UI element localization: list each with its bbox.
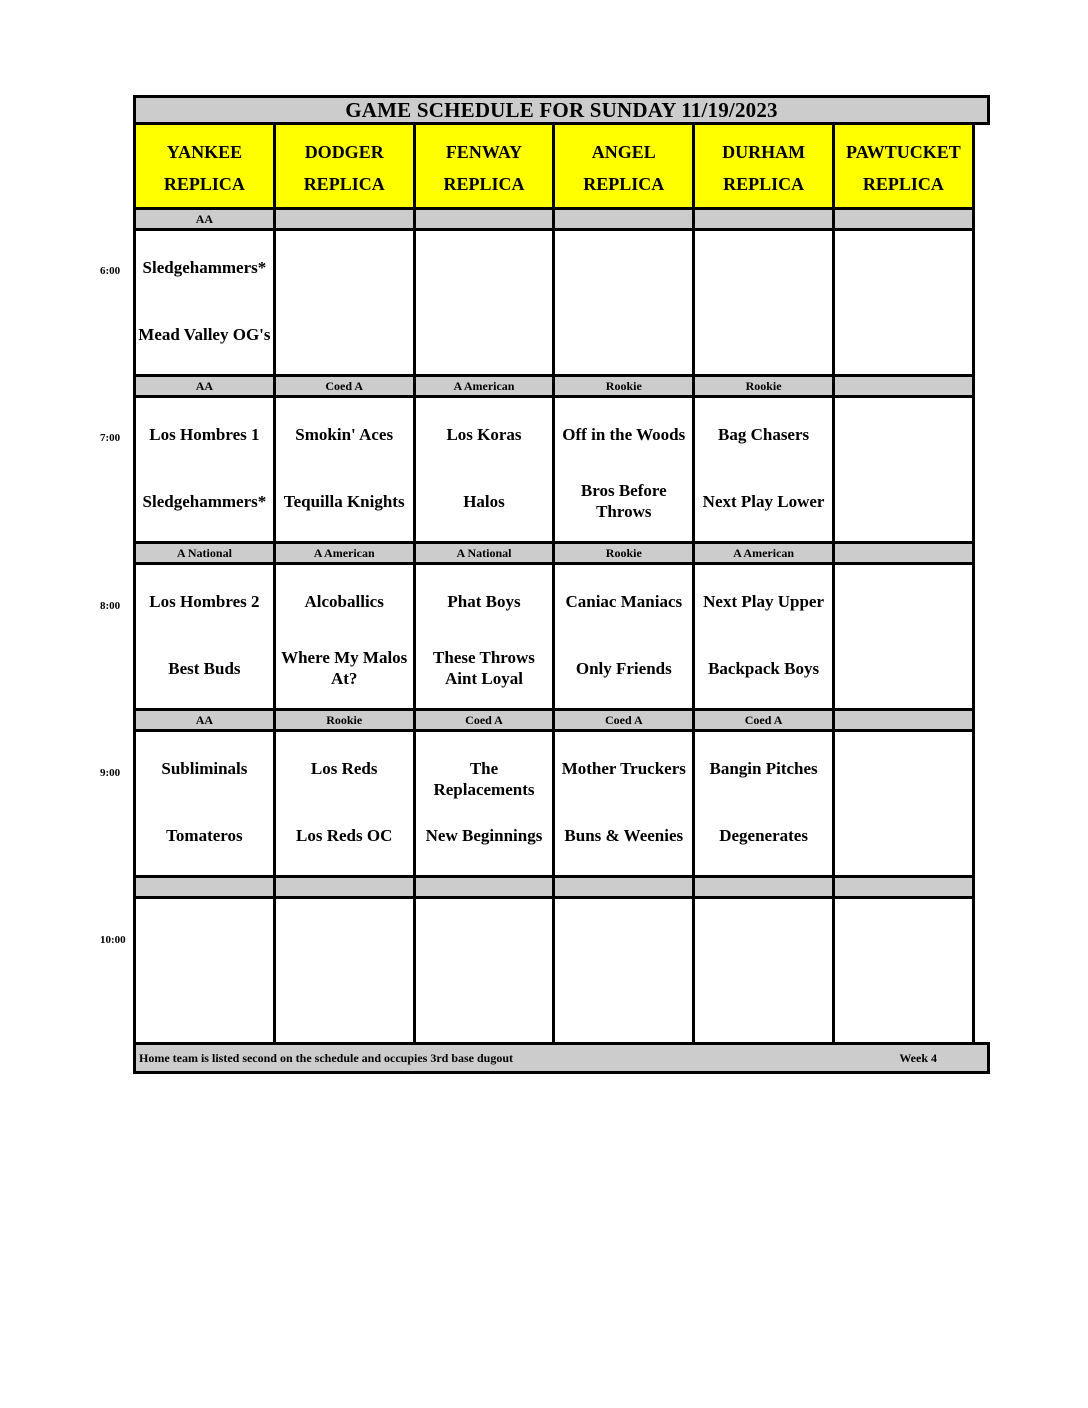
field-sub: REPLICA <box>443 174 525 194</box>
visiting-team: Mother Truckers <box>561 759 686 778</box>
field-name: YANKEE <box>166 142 243 162</box>
field-header-durham <box>692 122 835 210</box>
game-cell <box>133 228 276 377</box>
visiting-team: Bag Chasers <box>718 425 810 444</box>
division-label: AA <box>133 708 276 732</box>
field-name: ANGEL <box>591 142 656 162</box>
game-cell <box>133 729 276 878</box>
visiting-team: The Replacements <box>433 759 535 799</box>
home-team: Bros Before Throws <box>580 481 667 521</box>
game-cell <box>552 228 695 377</box>
game-cell <box>413 896 556 1045</box>
field-header-pawtucket <box>832 122 975 210</box>
visiting-team: Phat Boys <box>447 592 521 611</box>
game-row <box>133 732 990 878</box>
home-team: Tomateros <box>166 826 243 845</box>
division-label: A American <box>413 374 556 398</box>
game-cell <box>133 395 276 544</box>
field-sub: REPLICA <box>583 174 665 194</box>
game-cell <box>832 228 975 377</box>
field-sub: REPLICA <box>163 174 245 194</box>
division-label: A American <box>692 541 835 565</box>
visiting-team: Subliminals <box>161 759 248 778</box>
division-label: Rookie <box>692 374 835 398</box>
game-cell <box>552 896 695 1045</box>
time-slots <box>133 210 990 1045</box>
home-team: Mead Valley OG's <box>138 325 271 344</box>
home-team: Degenerates <box>719 826 808 845</box>
schedule-title: GAME SCHEDULE FOR SUNDAY 11/19/2023 <box>133 95 990 125</box>
division-label: AA <box>133 374 276 398</box>
field-name: DURHAM <box>722 142 806 162</box>
schedule-sheet <box>133 95 990 1074</box>
time-label: 7:00 <box>100 432 121 444</box>
visiting-team: Los Hombres 1 <box>149 425 260 444</box>
game-cell <box>552 729 695 878</box>
game-cell <box>692 562 835 711</box>
game-cell <box>133 562 276 711</box>
game-cell <box>273 228 416 377</box>
game-cell <box>413 395 556 544</box>
division-label: Rookie <box>273 708 416 732</box>
visiting-team: Next Play Upper <box>703 592 825 611</box>
week-label: Week 4 <box>899 1050 937 1065</box>
division-label: Rookie <box>552 374 695 398</box>
division-label: A National <box>413 541 556 565</box>
game-cell <box>413 729 556 878</box>
game-cell <box>273 562 416 711</box>
division-label: Coed A <box>552 708 695 732</box>
home-team: Only Friends <box>575 659 672 678</box>
field-name: PAWTUCKET <box>846 142 961 162</box>
division-label: Coed A <box>273 374 416 398</box>
game-cell <box>692 729 835 878</box>
game-cell <box>273 395 416 544</box>
division-label: Rookie <box>552 541 695 565</box>
home-team: Next Play Lower <box>702 492 825 511</box>
home-team: Los Reds OC <box>296 826 393 845</box>
home-team: Buns & Weenies <box>564 826 684 845</box>
game-row <box>133 565 990 711</box>
game-cell <box>273 896 416 1045</box>
time-label: 8:00 <box>100 600 121 612</box>
game-cell <box>552 395 695 544</box>
visiting-team: Los Hombres 2 <box>149 592 260 611</box>
game-cell <box>413 228 556 377</box>
division-label: Coed A <box>413 708 556 732</box>
home-team-note: Home team is listed second on the schedule and occupies 3rd base dugout <box>139 1050 514 1065</box>
field-header-dodger <box>273 122 416 210</box>
game-cell <box>692 395 835 544</box>
game-cell <box>832 896 975 1045</box>
field-header-row <box>133 125 990 210</box>
game-cell <box>692 228 835 377</box>
field-header-angel <box>552 122 695 210</box>
game-cell <box>273 729 416 878</box>
visiting-team: Smokin' Aces <box>295 425 394 444</box>
field-sub: REPLICA <box>862 174 944 194</box>
home-team: Tequilla Knights <box>283 492 405 511</box>
division-label: Coed A <box>692 708 835 732</box>
game-cell <box>692 896 835 1045</box>
home-team: New Beginnings <box>425 826 543 845</box>
time-label: 10:00 <box>100 934 126 946</box>
visiting-team: Alcoballics <box>304 592 384 611</box>
field-header-fenway <box>413 122 556 210</box>
visiting-team: Sledgehammers* <box>142 258 267 277</box>
division-label: AA <box>133 207 276 231</box>
visiting-team: Bangin Pitches <box>709 759 818 778</box>
game-cell <box>832 729 975 878</box>
game-cell <box>413 562 556 711</box>
home-team: Backpack Boys <box>708 659 820 678</box>
time-label: 6:00 <box>100 265 121 277</box>
field-name: DODGER <box>304 142 384 162</box>
visiting-team: Los Reds <box>310 759 378 778</box>
division-label: A National <box>133 541 276 565</box>
field-name: FENWAY <box>445 142 523 162</box>
game-cell <box>832 562 975 711</box>
field-header-yankee <box>133 122 276 210</box>
home-team: Halos <box>463 492 505 511</box>
game-cell <box>133 896 276 1045</box>
division-label: A American <box>273 541 416 565</box>
visiting-team: Off in the Woods <box>562 425 686 444</box>
schedule-footer <box>133 1042 990 1074</box>
game-row <box>133 899 990 1045</box>
game-cell <box>832 395 975 544</box>
game-row <box>133 398 990 544</box>
time-label: 9:00 <box>100 767 121 779</box>
home-team: Best Buds <box>168 659 241 678</box>
home-team: Where My Malos At? <box>281 648 408 688</box>
visiting-team: Caniac Maniacs <box>565 592 683 611</box>
game-row <box>133 231 990 377</box>
home-team: These Throws Aint Loyal <box>433 648 535 688</box>
visiting-team: Los Koras <box>446 425 522 444</box>
field-sub: REPLICA <box>723 174 805 194</box>
game-cell <box>552 562 695 711</box>
field-sub: REPLICA <box>303 174 385 194</box>
home-team: Sledgehammers* <box>142 492 267 511</box>
